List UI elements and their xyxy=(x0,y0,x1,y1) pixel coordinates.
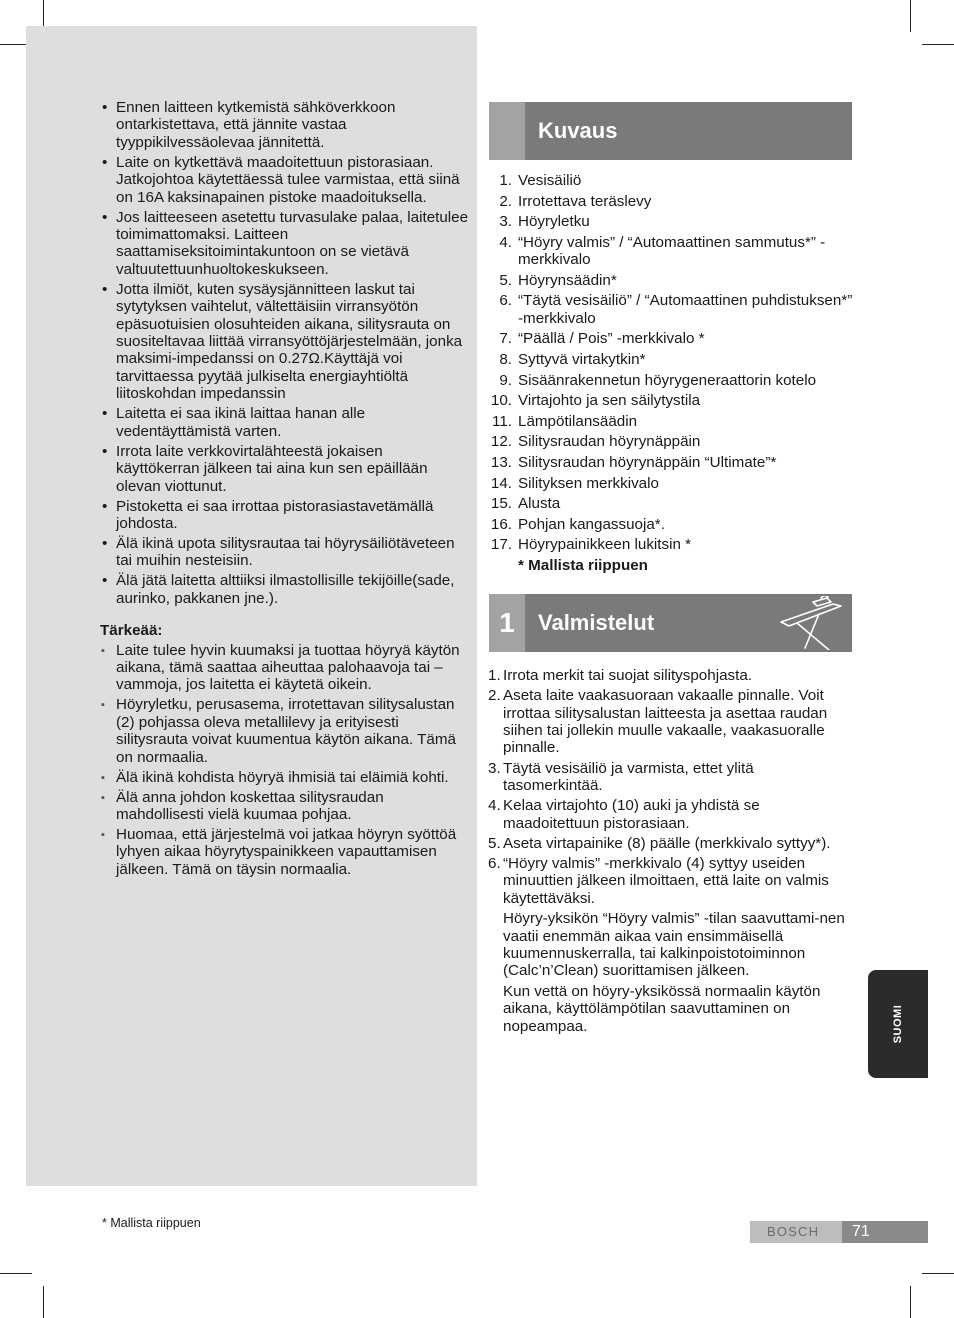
list-item: 8. Syttyvä virtakytkin* xyxy=(499,350,646,368)
crop-mark xyxy=(922,1273,954,1274)
list-item: 3. Täytä vesisäiliö ja varmista, ettet ylitä tasomerkintää. xyxy=(488,759,754,795)
page-number-box xyxy=(842,1221,928,1243)
list-item: 2. Aseta laite vaakasuoraan vakaalle pinnalle. Voit irrottaa silitysalustan laitteesta ja asettaa raudan siihen tai jollekin muulle vakaalle, vaakasuoralle pinnalle. xyxy=(488,687,828,757)
kuvaus-title: Kuvaus xyxy=(538,118,618,143)
step-paragraph: Höyry-yksikön “Höyry valmis” -tilan saavuttami-nen vaatii enemmän aikaa vain ensimmäisellä kuumennuskerralla, tai kalkinpoistotoiminnon (Calc’n’Clean) suorittamisen jälkeen. xyxy=(503,910,845,980)
important-list xyxy=(100,642,470,879)
valmistelut-header xyxy=(489,594,852,652)
list-item: ▪ Älä ikinä kohdista höyryä ihmisiä tai eläimiä kohti. xyxy=(100,769,470,786)
list-item: 15. Alusta xyxy=(490,495,561,513)
list-item: • Laitetta ei saa ikinä laittaa hanan alle vedentäyttämistä varten. xyxy=(100,405,470,440)
parts-list xyxy=(488,172,858,578)
model-note: * Mallista riippuen xyxy=(518,556,648,574)
list-item: • Jotta ilmiöt, kuten sysäysjännitteen laskut tai sytytyksen vaihtelut, vältettäisiin virransyötön epäsuotuisien olosuhteiden aikana, silitysrauta on suositeltavaa liittää virransyöttöjärjestelmään, jonka maksimi-impedanssi on 0.27Ω.Käyttäjä voi tarvittaessa pyytää julkiselta energiayhtiöltä liitoskohdan impedanssin xyxy=(100,281,470,403)
list-item: 4. “Höyry valmis” / “Automaattinen sammutus*” -merkkivalo xyxy=(499,233,826,269)
preparation-steps xyxy=(488,667,854,1038)
list-item: 16. Pohjan kangassuoja*. xyxy=(490,515,665,533)
list-item: ▪ Höyryletku, perusasema, irrotettavan silitysalustan (2) pohjassa oleva metallilevy ja erityisesti silitysrauta voivat kuumentua käytön aikana. Tämä on normaalia. xyxy=(100,696,470,766)
section-number-box xyxy=(489,102,525,160)
page-footer-bar xyxy=(750,1221,927,1243)
list-item: • Ennen laitteen kytkemistä sähköverkkoon ontarkistettava, että jännite vastaa tyyppikilvessäolevaa jännitettä. xyxy=(100,99,470,151)
list-item: ▪ Älä anna johdon koskettaa silitysraudan mahdollisesti vielä kuumaa pohjaa. xyxy=(100,789,470,824)
list-item: 1. Vesisäiliö xyxy=(499,172,582,189)
list-item: 6. “Höyry valmis” -merkkivalo (4) syttyy useiden minuuttien jälkeen ilmoittaen, että laite on valmis käytettäväksi. Höyry-yksikön “Höyry valmis” -tilan saavuttami-nen vaatii enemmän aikaa vain ensimmäisellä kuumennuskerralla, tai kalkinpoistotoiminnon (Calc’n’Clean) suorittamisen jälkeen. Kun vettä on höyry-yksikössä normaalin käytön aikana, käyttölämpötilan saavuttaminen on nopeampaa. xyxy=(488,855,854,1035)
list-item: 5. Höyrynsäädin* xyxy=(499,271,617,289)
language-label: SUOMI xyxy=(892,1004,904,1044)
list-item: • Laite on kytkettävä maadoitettuun pistorasiaan. Jatkojohtoa käytettäessä tulee varmistaa, että siinä on 16A kaksinapainen pistoke maadoituksella. xyxy=(100,154,470,206)
list-item: • Älä jätä laitetta alttiiksi ilmastollisille tekijöille(sade, aurinko, pakkanen jne.). xyxy=(100,572,470,607)
page-number: 71 xyxy=(852,1223,870,1240)
list-item: 6. “Täytä vesisäiliö” / “Automaattinen puhdistuksen*” -merkkivalo xyxy=(499,292,853,327)
safety-column xyxy=(100,99,470,881)
valmistelut-title: Valmistelut xyxy=(538,610,655,635)
crop-mark xyxy=(922,44,954,45)
crop-mark xyxy=(0,1273,32,1274)
footnote: * Mallista riippuen xyxy=(102,1216,201,1230)
list-item: 9. Sisäänrakennetun höyrygeneraattorin kotelo xyxy=(499,371,817,389)
brand-name: BOSCH xyxy=(767,1224,820,1239)
list-item: ▪ Huomaa, että järjestelmä voi jatkaa höyryn syöttöä lyhyen aikaa höyrytyspainikkeen vapauttamisen jälkeen. Tämä on täysin normaalia. xyxy=(100,826,470,878)
list-item: 4. Kelaa virtajohto (10) auki ja yhdistä se maadoitettuun pistorasiaan. xyxy=(488,797,760,832)
list-item: 17. Höyrypainikkeen lukitsin * xyxy=(490,536,692,554)
list-item: 12. Silitysraudan höyrynäppäin xyxy=(490,433,701,451)
kuvaus-header xyxy=(489,102,852,160)
list-item: 10. Virtajohto ja sen säilytystila xyxy=(490,392,701,410)
list-item: 5. Aseta virtapainike (8) päälle (merkkivalo syttyy*). xyxy=(488,834,831,852)
ironing-board-icon xyxy=(775,596,847,650)
safety-list xyxy=(100,99,470,607)
crop-mark xyxy=(910,1286,911,1318)
list-item: 1. Irrota merkit tai suojat silityspohjasta. xyxy=(488,667,752,684)
crop-mark xyxy=(43,1286,44,1318)
list-item: • Irrota laite verkkovirtalähteestä jokaisen käyttökerran jälkeen tai aina kun sen epäillään olevan viottunut. xyxy=(100,443,470,495)
list-item: 2. Irrotettava teräslevy xyxy=(499,192,652,210)
important-heading: Tärkeää: xyxy=(100,622,163,640)
list-item: ▪ Laite tulee hyvin kuumaksi ja tuottaa höyryä käytön aikana, tämä saattaa aiheuttaa palohaavoja tai –vammoja, jos laitetta ei käytetä oikein. xyxy=(100,642,470,694)
list-item: • Älä ikinä upota silitysrautaa tai höyrysäiliötäveteen tai muihin nesteisiin. xyxy=(100,535,470,570)
section-number: 1 xyxy=(489,594,525,652)
language-tab xyxy=(868,970,928,1078)
list-item: • Jos laitteeseen asetettu turvasulake palaa, laitetulee toimimattomaksi. Laitteen saattamiseksitoimintakuntoon on se vietävä valtuutettuunhuoltokeskukseen. xyxy=(100,209,470,279)
list-item: 7. “Päällä / Pois” -merkkivalo * xyxy=(499,330,705,348)
crop-mark xyxy=(910,0,911,32)
list-item: 11. Lämpötilansäädin xyxy=(492,412,638,430)
list-item: 3. Höyryletku xyxy=(499,213,590,231)
list-item: • Pistoketta ei saa irrottaa pistorasiastavetämällä johdosta. xyxy=(100,498,470,533)
list-item: 14. Silityksen merkkivalo xyxy=(490,474,659,492)
step-paragraph: Kun vettä on höyry-yksikössä normaalin käytön aikana, käyttölämpötilan saavuttaminen on nopeampaa. xyxy=(503,982,821,1035)
list-item: 13. Silitysraudan höyrynäppäin “Ultimate”* xyxy=(490,453,777,471)
